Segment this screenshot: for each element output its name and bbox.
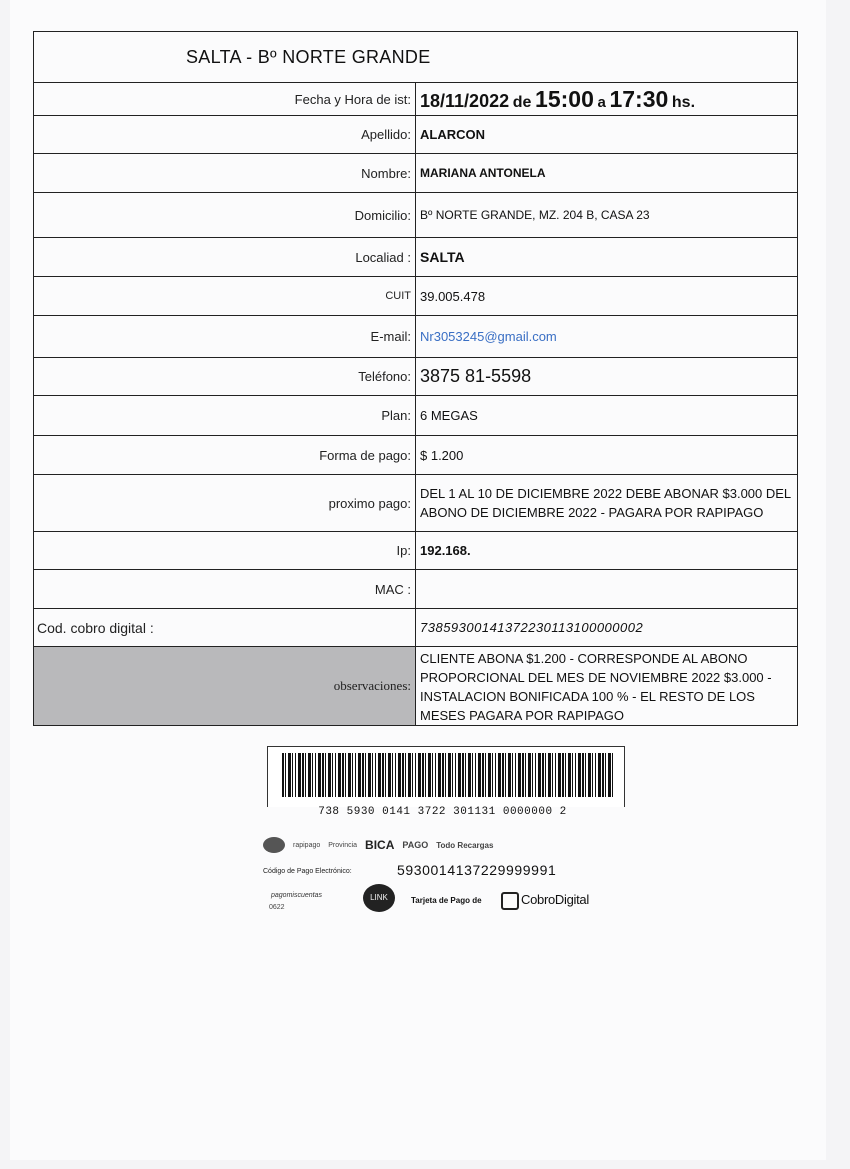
email-label: E-mail: bbox=[34, 316, 416, 358]
logo-pago: PAGO bbox=[402, 840, 429, 850]
tarjeta-label: Tarjeta de Pago de bbox=[411, 896, 482, 905]
row-mac bbox=[34, 570, 798, 609]
row-email bbox=[34, 316, 798, 358]
fecha-date: 18/11/2022 bbox=[420, 90, 510, 111]
row-fecha bbox=[34, 83, 798, 116]
fecha-end: 17:30 bbox=[609, 85, 669, 112]
row-apellido bbox=[34, 116, 798, 154]
pago-electronico-label: Código de Pago Electrónico: bbox=[263, 868, 352, 875]
barcode-bars bbox=[282, 753, 614, 797]
link-logo-icon: LINK bbox=[363, 884, 395, 912]
logo-rapipago: rapipago bbox=[293, 841, 321, 849]
logo-recargas: Todo Recargas bbox=[436, 840, 494, 850]
proximo-pago-value: DEL 1 AL 10 DE DICIEMBRE 2022 DEBE ABONAR $3.000 DEL ABONO DE DICIEMBRE 2022 - PAGARA POR RAPIPAGO bbox=[416, 475, 798, 532]
cobrodigital-label: CobroDigital bbox=[521, 892, 589, 907]
cod-cobro-value: 73859300141372230113100000002 bbox=[416, 609, 798, 647]
payment-logos bbox=[263, 834, 628, 856]
cod-cobro-label: Cod. cobro digital : bbox=[34, 609, 416, 647]
row-ip bbox=[34, 532, 798, 570]
domicilio-value: Bº NORTE GRANDE, MZ. 204 B, CASA 23 bbox=[416, 193, 798, 238]
pago-electronico-code: 5930014137229999991 bbox=[397, 862, 557, 878]
row-cuit bbox=[34, 277, 798, 316]
rapipago-logo-icon bbox=[263, 837, 285, 853]
apellido-label: Apellido: bbox=[34, 116, 416, 154]
forma-pago-value: $ 1.200 bbox=[416, 436, 798, 475]
apellido-value: ALARCON bbox=[416, 116, 798, 154]
row-plan bbox=[34, 396, 798, 436]
mac-label: MAC : bbox=[34, 570, 416, 609]
logo-bica: BICA bbox=[365, 838, 395, 852]
plan-label: Plan: bbox=[34, 396, 416, 436]
fecha-value bbox=[416, 83, 798, 116]
forma-pago-label: Forma de pago: bbox=[34, 436, 416, 475]
localidad-label: Localiad : bbox=[34, 238, 416, 277]
logo-provincia: Provincia bbox=[328, 841, 358, 849]
domicilio-label: Domicilio: bbox=[34, 193, 416, 238]
mac-value bbox=[416, 570, 798, 609]
barcode-number: 738 5930 0141 3722 301131 0000000 2 bbox=[318, 806, 567, 818]
installation-form bbox=[33, 31, 798, 726]
row-proximo-pago bbox=[34, 475, 798, 532]
fecha-de: de bbox=[512, 93, 532, 111]
title-row bbox=[34, 32, 798, 83]
slip-small-code: 0622 bbox=[269, 904, 285, 911]
row-domicilio bbox=[34, 193, 798, 238]
telefono-value: 3875 81-5598 bbox=[416, 358, 798, 396]
observaciones-value: CLIENTE ABONA $1.200 - CORRESPONDE AL ABONO PROPORCIONAL DEL MES DE NOVIEMBRE 2022 $3.000 - INSTALACION BONIFICADA 100 % - EL RESTO DE LOS MESES PAGARA POR RAPIPAGO bbox=[416, 647, 798, 726]
fecha-a: a bbox=[597, 93, 606, 111]
fecha-start: 15:00 bbox=[535, 85, 594, 112]
ip-label: Ip: bbox=[34, 532, 416, 570]
row-cod-cobro bbox=[34, 609, 798, 647]
telefono-label: Teléfono: bbox=[34, 358, 416, 396]
nombre-label: Nombre: bbox=[34, 154, 416, 193]
observaciones-label: observaciones: bbox=[34, 647, 416, 726]
row-forma-pago bbox=[34, 436, 798, 475]
barcode bbox=[267, 746, 625, 807]
cobrodigital-logo-icon bbox=[501, 892, 519, 910]
ip-value: 192.168. bbox=[416, 532, 798, 570]
payment-slip bbox=[255, 738, 630, 938]
proximo-pago-label: proximo pago: bbox=[34, 475, 416, 532]
cuit-label: CUIT bbox=[34, 277, 416, 316]
fecha-hs: hs. bbox=[671, 93, 696, 111]
fecha-label: Fecha y Hora de ist: bbox=[34, 83, 416, 116]
pagomiscuentas-logo: pagomiscuentas bbox=[271, 892, 322, 899]
row-localidad bbox=[34, 238, 798, 277]
row-nombre bbox=[34, 154, 798, 193]
localidad-value: SALTA bbox=[416, 238, 798, 277]
row-telefono bbox=[34, 358, 798, 396]
row-observaciones bbox=[34, 647, 798, 726]
nombre-value: MARIANA ANTONELA bbox=[416, 154, 798, 193]
plan-value: 6 MEGAS bbox=[416, 396, 798, 436]
slip-bottom-row bbox=[269, 884, 629, 918]
form-title: SALTA - Bº NORTE GRANDE bbox=[186, 46, 431, 67]
email-value[interactable]: Nr3053245@gmail.com bbox=[416, 316, 798, 358]
cuit-value: 39.005.478 bbox=[416, 277, 798, 316]
